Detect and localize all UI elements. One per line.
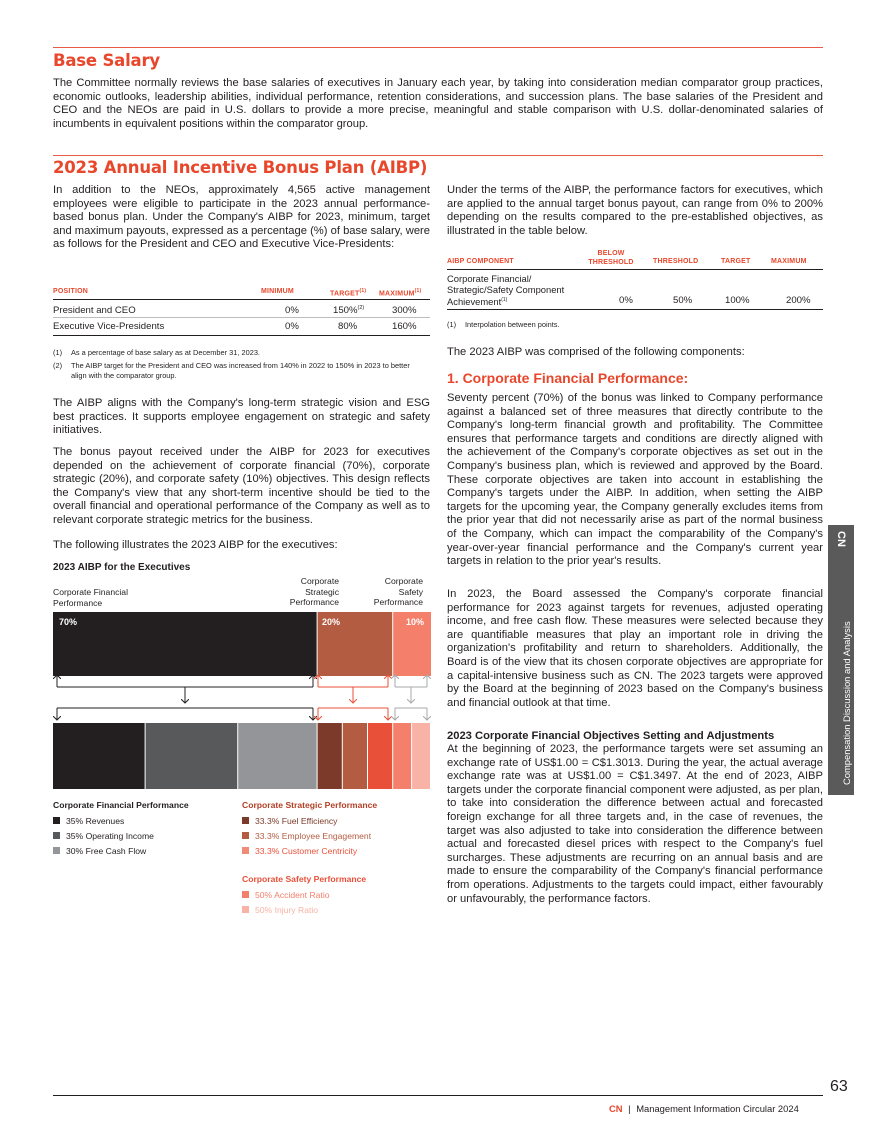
table-cell: 0% [285, 305, 299, 316]
aibp-heading: 2023 Annual Incentive Bonus Plan (AIBP) [53, 158, 428, 177]
bar-label-strategic: 20% [322, 617, 341, 627]
footnote: (1) [53, 348, 63, 357]
table-header-minimum: MINIMUM [261, 288, 294, 295]
legend-item: 33.3% Fuel Efficiency [255, 816, 338, 826]
table-header-position: POSITION [53, 288, 89, 295]
footnote-ref: (1) [501, 297, 508, 303]
legend-item: 35% Operating Income [66, 831, 154, 841]
aibp-right-paragraph-1: Under the terms of the AIBP, the performance factors for executives, which are applied to the annual target bonus payout, can range from 0% to 200% depending on the results compared to the pre-established objectives, as illustrated in the table below. [447, 184, 823, 237]
segment-free-cash-flow [238, 723, 316, 789]
table-cell: 150% [333, 305, 358, 317]
segment-fuel-efficiency [318, 723, 342, 789]
table-cell: 200% [786, 295, 811, 306]
footnote: (1) [447, 320, 457, 329]
legend-strategic [242, 800, 427, 856]
table-header-target: TARGET [330, 290, 360, 298]
page-number: 63 [830, 1078, 848, 1095]
section-side-tab [828, 525, 854, 795]
chart-label-strategic: Corporate Strategic Performance [289, 576, 339, 607]
table-header-threshold: THRESHOLD [653, 258, 699, 265]
footnote-text: As a percentage of base salary as at December 31, 2023. [71, 348, 260, 357]
legend-financial [53, 800, 238, 856]
base-salary-heading: Base Salary [53, 51, 160, 70]
segment-operating-income [146, 723, 238, 789]
segment-injury-ratio [412, 723, 430, 789]
table-cell: 50% [673, 295, 693, 306]
cfp-heading: 1. Corporate Financial Performance: [447, 370, 689, 386]
cfp-paragraph-1: Seventy percent (70%) of the bonus was linked to Company performance against a balanced set of three measures that directly contribute to the Company's long-term financial growth and profitability. The Committee ensures that performance targets and conditions are directly aligned with the achievement of the Company's corporate objectives as set out in the Company's business plan, which is reviewed and approved by the Board. These corporate objectives are taken into account in establishing the Company's targets under the AIBP. In addition, when setting the AIBP targets for the upcoming year, the Company generally excludes items from the prior year that did not necessarily arise as part of the normal business of the Company, which can impact the comparability of the Company's year-over-year financial performance and the Company's current year targets in relation to the prior year's results. [447, 392, 823, 568]
footnote-ref: (2) [357, 305, 365, 311]
bar-label-financial: 70% [59, 617, 78, 627]
legend-heading: Corporate Safety Performance [242, 874, 367, 884]
chart-label-financial: Corporate Financial Performance [53, 587, 128, 608]
legend-item: 35% Revenues [66, 816, 125, 826]
table-rule [447, 269, 823, 270]
table-cell: 160% [392, 321, 417, 332]
table-rule [447, 309, 823, 310]
footer-brand: CN [609, 1103, 623, 1114]
chart-label-safety: Corporate Safety Performance [373, 576, 423, 607]
table-cell: Executive Vice-Presidents [53, 321, 165, 332]
legend-item: 50% Accident Ratio [255, 890, 330, 900]
aibp-paragraph-4: The following illustrates the 2023 AIBP for the executives: [53, 539, 338, 551]
footer-line [609, 1103, 799, 1114]
side-tab-section-title: Compensation Discussion and Analysis [841, 621, 852, 785]
footnote-text: Interpolation between points. [465, 320, 560, 329]
segment-customer-centricity [368, 723, 392, 789]
legend-heading: Corporate Financial Performance [53, 800, 189, 810]
cfp-paragraph-2: In 2023, the Board assessed the Company's corporate financial performance for 2023 against targets for revenues, adjusted operating income, and free cash flow. These measures were selected because they are quantifiable measures that play an important role in driving the organization's profitability and return to shareholders. Additionally, the Board is of the view that its chosen corporate objectives are appropriate for a capital-intensive business such as CN. The 2023 targets were approved by the Board at the beginning of 2023 based on the Company's business and financial outlook at that time. [447, 588, 823, 709]
footnote-text: The AIBP target for the President and CEO was increased from 140% in 2022 to 150% in 2023 to better align with the comparator group. [71, 361, 410, 380]
legend-swatch [53, 817, 60, 824]
chart-title: 2023 AIBP for the Executives [53, 562, 191, 573]
aibp-right-paragraph-2: The 2023 AIBP was comprised of the following components: [447, 346, 745, 358]
base-salary-paragraph: The Committee normally reviews the base salaries of executives in January each year, by taking into consideration median comparator group practices, economic outlooks, leadership abilities, individual performance, retention considerations, and succession plans. The base salaries of the President and CEO and the NEOs are paid in U.S. dollars to provide a more precise, meaningful and stable comparison with U.S. dollar-denominated salaries of incumbents in equivalent positions within the comparator group. [53, 77, 823, 130]
table-cell: 100% [725, 295, 750, 306]
aibp-paragraph-3: The bonus payout received under the AIBP for 2023 for executives depended on the achievement of corporate financial (70%), corporate strategic (20%), and corporate safety (10%) objectives. This design reflects the Company's view that any short-term incentive should be tied to the overall financial and operational performance of the Company as well as to relevant corporate strategic metrics for the business. [53, 446, 430, 526]
legend-swatch [53, 847, 60, 854]
aibp-intro: In addition to the NEOs, approximately 4,565 active management employees were eligible to participate in the 2023 annual performance-based bonus plan. Under the Company's AIBP for 2023, minimum, target and maximum payouts, expressed as a percentage (%) of base salary, were as follows for the President and CEO and Executive Vice-Presidents: [53, 184, 430, 251]
legend-swatch [242, 832, 249, 839]
segment-revenues [53, 723, 145, 789]
segment-employee-engagement [343, 723, 367, 789]
table-cell: President and CEO [53, 305, 136, 316]
legend-swatch [242, 906, 249, 913]
legend-swatch [242, 847, 249, 854]
footnote-ref: (1) [359, 288, 367, 294]
table-cell: 0% [285, 321, 299, 332]
table-header-target: TARGET [721, 258, 751, 265]
objectives-heading: 2023 Corporate Financial Objectives Setting and Adjustments [447, 730, 775, 742]
footnote-ref: (1) [414, 288, 422, 294]
footer-separator: | [628, 1103, 631, 1114]
table-header-component: AIBP COMPONENT [447, 258, 514, 265]
table-cell: 0% [619, 295, 633, 306]
legend-heading: Corporate Strategic Performance [242, 800, 378, 810]
segment-accident-ratio [393, 723, 411, 789]
table-header-maximum: MAXIMUM [771, 258, 807, 265]
performance-factor-table [447, 248, 823, 310]
objectives-paragraph: At the beginning of 2023, the performance targets were set assuming an exchange rate of US$1.00 = C$1.3013. During the year, the actual average exchange rate was at US$1.00 = C$1.3497. At the end of 2023, AIBP targets under the corporate financial component were adjusted, as per plan, to take into consideration the difference between actual and forecasted foreign exchange for all three targets and, in the case of revenues, the target was also adjusted to take into consideration the difference between actual and forecasted diesel prices with respect to the Company's fuel surcharges. These adjustments are recurring on an annual basis and are made to ensure the comparability of the Company's financial performance from operations. Adjustments to the targets could impact, either favourably or unfavourably, the performance factors. [447, 743, 823, 905]
table-cell: Corporate Financial/ Strategic/Safety Component Achievement [447, 273, 565, 308]
table-cell: 300% [392, 305, 417, 316]
table-header-below-threshold: BELOW THRESHOLD [588, 250, 634, 266]
bar-label-safety: 10% [406, 617, 425, 627]
table-cell: 80% [338, 321, 358, 332]
legend-item: 33.3% Customer Centricity [255, 846, 358, 856]
aibp-paragraph-2: The AIBP aligns with the Company's long-term strategic vision and ESG best practices. It supports employee engagement on strategic and safety initiatives. [53, 397, 430, 437]
footer-title: Management Information Circular 2024 [636, 1103, 799, 1114]
legend-swatch [242, 817, 249, 824]
legend-swatch [242, 891, 249, 898]
legend-safety [242, 874, 427, 915]
table-header-maximum: MAXIMUM [379, 290, 415, 298]
footer-rule [53, 1095, 823, 1096]
bar-corporate-financial-performance [53, 612, 317, 676]
legend-item: 33.3% Employee Engagement [255, 831, 372, 841]
legend-swatch [53, 832, 60, 839]
cn-logo: CN [835, 531, 847, 547]
footnote: (2) [53, 361, 63, 370]
legend-item: 30% Free Cash Flow [66, 846, 147, 856]
legend-item: 50% Injury Ratio [255, 905, 319, 915]
